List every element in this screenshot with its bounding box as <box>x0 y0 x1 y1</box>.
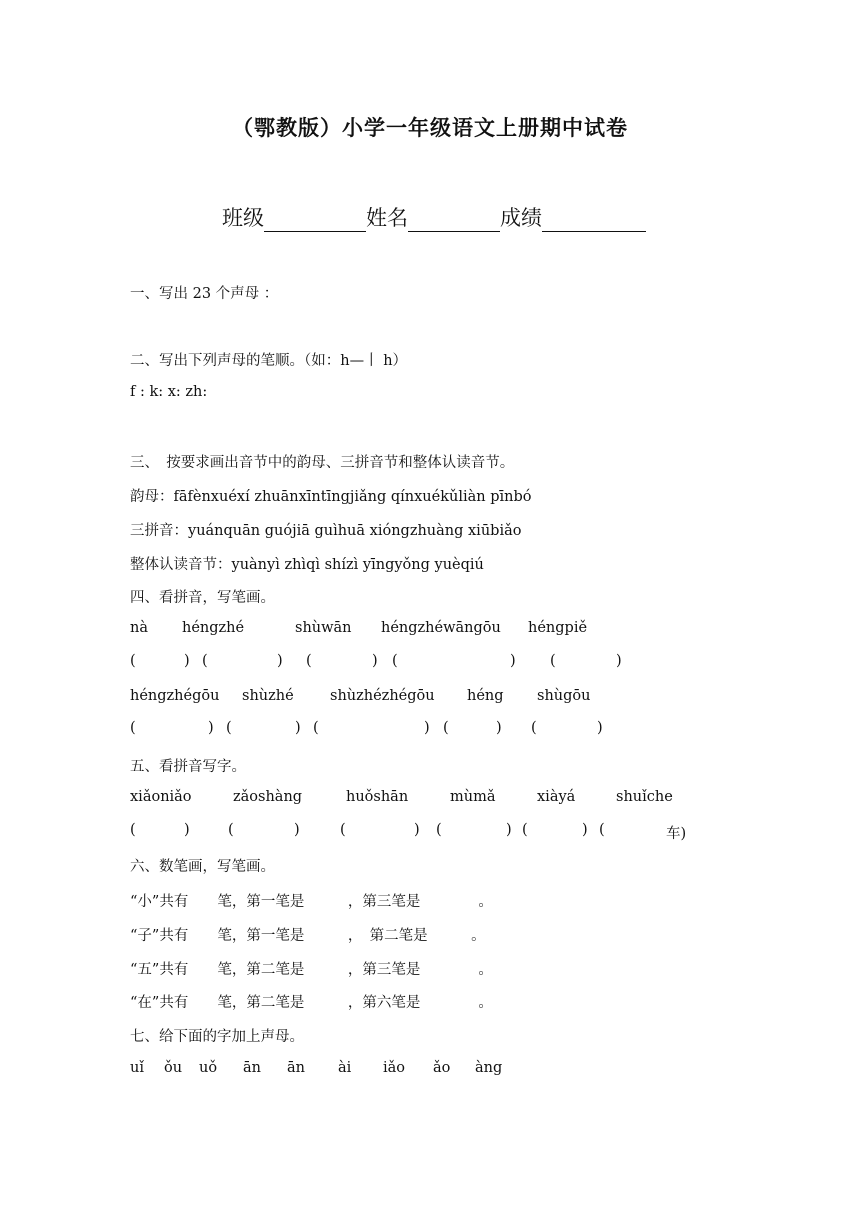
pinyin-item: shuǐche <box>616 789 673 805</box>
pinyin-item: huǒshān <box>346 789 409 805</box>
q2-heading: 二、写出下列声母的笔顺。（如：h—丨 h） <box>130 353 408 369</box>
pinyin-item: shùzhé <box>242 688 294 704</box>
q6-heading: 六、数笔画，写笔画。 <box>130 859 275 875</box>
q3-line-whole-syllables: 整体认读音节：yuànyì zhìqì shízì yīngyǒng yuèqiú <box>130 557 484 573</box>
final-item: ǎo <box>433 1060 451 1076</box>
page-title: （鄂教版）小学一年级语文上册期中试卷 <box>232 115 628 140</box>
pinyin-item: nà <box>130 620 148 636</box>
che-suffix: 车) <box>666 826 687 842</box>
final-item: uǒ <box>199 1060 218 1076</box>
final-item: ān <box>287 1060 305 1076</box>
final-item: ān <box>243 1060 261 1076</box>
q6-line: “子”共有 笔，第一笔是 ， 第二笔是 。 <box>130 928 486 944</box>
q1-heading: 一、写出 23 个声母 ： <box>130 286 279 302</box>
final-item: uǐ <box>130 1060 144 1076</box>
q7-heading: 七、给下面的字加上声母。 <box>130 1029 304 1045</box>
pinyin-item: héng <box>467 688 504 704</box>
pinyin-item: héngpiě <box>528 620 588 636</box>
pinyin-item: shùgōu <box>537 688 591 704</box>
name-label: 姓名 <box>366 206 408 230</box>
final-item: ǒu <box>164 1060 183 1076</box>
score-label: 成绩 <box>500 206 542 230</box>
class-blank[interactable] <box>264 207 366 232</box>
final-item: ài <box>338 1060 352 1076</box>
q4-heading: 四、看拼音，写笔画。 <box>130 590 275 606</box>
q3-line-three-part: 三拼音：yuánquān guójiā guìhuā xióngzhuàng xiūbiǎo <box>130 523 522 539</box>
pinyin-item: xiàyá <box>537 789 576 805</box>
q6-line: “五”共有 笔，第二笔是 ，第三笔是 。 <box>130 962 493 978</box>
pinyin-item: héngzhé <box>182 620 245 636</box>
name-blank[interactable] <box>408 207 500 232</box>
q5-heading: 五、看拼音写字。 <box>130 759 246 775</box>
pinyin-item: mùmǎ <box>450 789 496 805</box>
q3-line-finals: 韵母：fāfènxuéxí zhuānxīntīngjiǎng qínxuékǔliàn pīnbó <box>130 489 532 505</box>
pinyin-item: zǎoshàng <box>233 789 303 805</box>
q6-line: “小”共有 笔，第一笔是 ，第三笔是 。 <box>130 894 493 910</box>
q3-heading: 三、 按要求画出音节中的韵母、三拼音节和整体认读音节。 <box>130 455 515 471</box>
pinyin-item: shùzhézhégōu <box>330 688 435 704</box>
q2-items: f : k: x: zh: <box>130 384 208 400</box>
pinyin-item: xiǎoniǎo <box>130 789 192 805</box>
pinyin-item: héngzhégōu <box>130 688 220 704</box>
class-label: 班级 <box>222 206 264 230</box>
q6-line: “在”共有 笔，第二笔是 ，第六笔是 。 <box>130 995 493 1011</box>
score-blank[interactable] <box>542 207 646 232</box>
pinyin-item: shùwān <box>295 620 352 636</box>
student-info-line <box>222 202 646 232</box>
exam-page: （鄂教版）小学一年级语文上册期中试卷 班级 姓名 成绩 一、写出 23 个声母 ： 二、写出下列声母的笔顺。（如：h—丨 h） f : k: x: zh: 三、 按要求画出音节中的韵母、三拼音节和整体认读音节。 韵母：fāfènxuéxí zhuānxīntīngjiǎng qínxuékǔliàn pīnbó 三拼音：yuánquān guójiā guìhuā xióngzhuàng xiūbiǎo 整体认读音节：yuànyì zhìqì shízì yīngyǒng yuèqiú 四、看拼音，写笔画。 nà héngzhé shùwān héngzhéwāngōu héngpiě ( ) ( ) ( ) ( ) ( ) héngzhégōu shùzhé shùzhézhégōu héng shùgōu ( ) ( ) ( ) ( ) ( ) 五、看拼音写字。 xiǎoniǎo zǎoshàng huǒshān mùmǎ xiàyá shuǐche ( ) ( ) ( ) ( ) ( ) ( 车) 六、数笔画，写笔画。 “小”共有 笔，第一笔是 ，第三笔是 。 “子”共有 笔，第一笔是 ， 第二笔是 。 “五”共有 笔，第二笔是 ，第三笔是 。 “在”共有 笔，第二笔是 ，第六笔是 。 七、给下面的字加上声母。 uǐ ǒu uǒ ān ān ài iǎo ǎo àng <box>0 0 860 1216</box>
final-item: àng <box>475 1060 503 1076</box>
final-item: iǎo <box>383 1060 406 1076</box>
pinyin-item: héngzhéwāngōu <box>381 620 501 636</box>
